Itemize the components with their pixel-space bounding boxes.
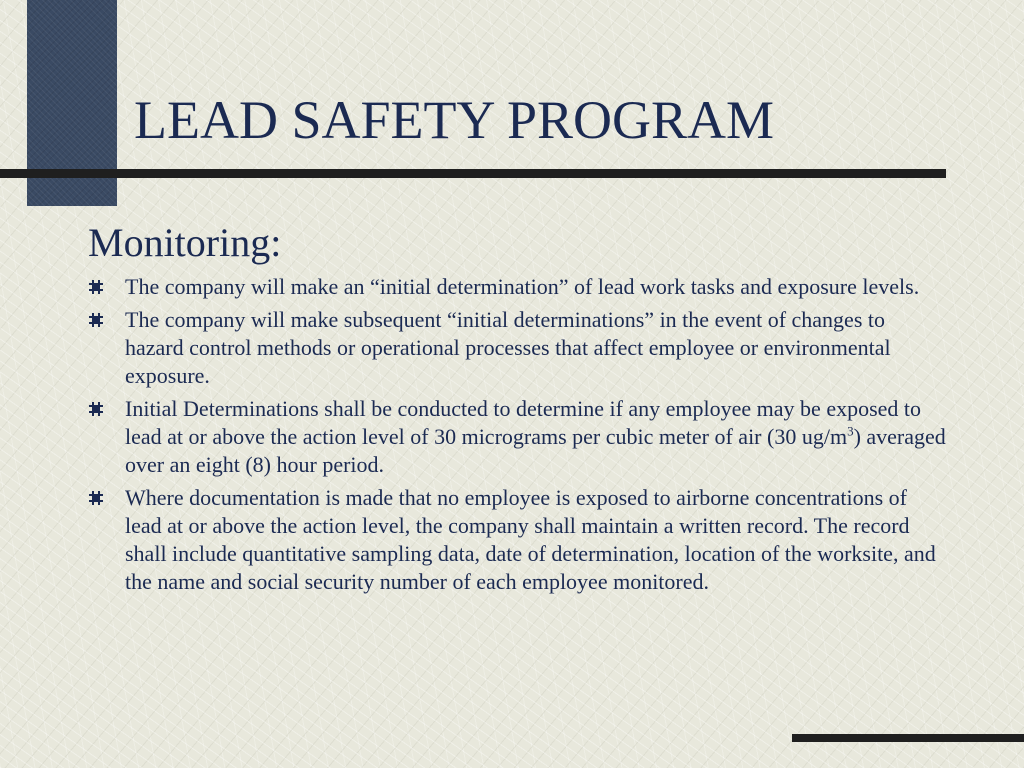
bullet-text-before: Initial Determinations shall be conducted to determine if any employee may be exposed to lead at or above the action level of 30 micrograms per cubic meter of air (30 ug/m xyxy=(125,396,922,449)
square-bullet-icon xyxy=(89,280,103,294)
bullet-list xyxy=(88,273,948,596)
bullet-text: The company will make an “initial determination” of lead work tasks and exposure levels. xyxy=(125,274,920,299)
bullet-item-4 xyxy=(88,484,948,596)
bottom-rule xyxy=(792,734,1024,742)
title-rule xyxy=(0,169,946,178)
square-bullet-icon xyxy=(89,313,103,327)
bullet-text: The company will make subsequent “initial determinations” in the event of changes to hazard control methods or operational processes that affect employee or environmental exposure. xyxy=(125,307,891,388)
section-heading: Monitoring: xyxy=(88,220,282,265)
bullet-text: Where documentation is made that no employee is exposed to airborne concentrations of lead at or above the action level, the company shall maintain a written record. The record shall include quantitative sampling data, date of determination, location of the worksite, and the name and social security number of each employee monitored. xyxy=(125,485,936,594)
bullet-item-1 xyxy=(88,273,948,301)
slide-content xyxy=(88,219,948,601)
square-bullet-icon xyxy=(89,491,103,505)
slide-title: LEAD SAFETY PROGRAM xyxy=(134,90,775,150)
square-bullet-icon xyxy=(89,402,103,416)
superscript: 3 xyxy=(847,423,854,439)
bullet-item-3 xyxy=(88,395,948,479)
bullet-item-2 xyxy=(88,306,948,390)
bullet-text-after: ) averaged over an eight (8) hour period. xyxy=(125,424,946,477)
